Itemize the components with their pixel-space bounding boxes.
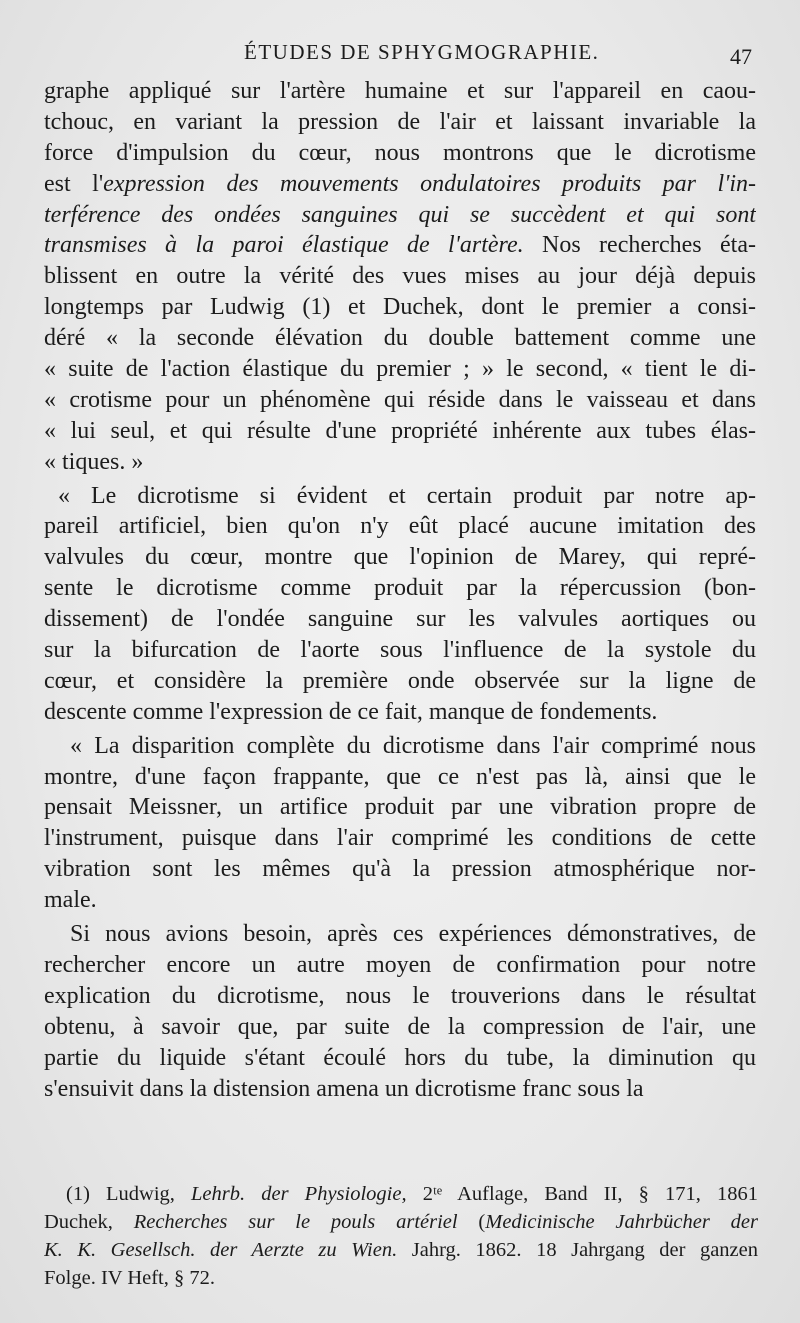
- page-header: [0, 34, 800, 70]
- text-run: blissent en outre la vérité des vues mises au jour déjà depuis: [44, 263, 756, 290]
- text-run: « tiques. »: [44, 448, 144, 475]
- text-line: [44, 762, 756, 793]
- text-line: [44, 823, 756, 854]
- text-run: montre, d'une façon frappante, que ce n'est pas là, ainsi que le: [44, 763, 756, 790]
- text-line: [44, 885, 756, 916]
- text-run: Folge. IV Heft, § 72.: [44, 1267, 216, 1289]
- text-line: [44, 323, 756, 354]
- text-run: « La disparition complète du dicrotisme dans l'air comprimé nous: [70, 732, 756, 759]
- text-run: sente le dicrotisme comme produit par la répercussion (bon-: [44, 575, 756, 602]
- text-run: obtenu, à savoir que, par suite de la compression de l'air, une: [44, 1013, 756, 1040]
- text-line: [44, 261, 756, 292]
- text-run: valvules du cœur, montre que l'opinion de Marey, qui repré-: [44, 544, 756, 571]
- text-run: vibration sont les mêmes qu'à la pression atmosphérique nor-: [44, 856, 756, 883]
- text-run: male.: [44, 887, 97, 914]
- text-line: [44, 635, 756, 666]
- text-line: [44, 200, 756, 231]
- footnotes: [44, 1180, 758, 1292]
- text-run: force d'impulsion du cœur, nous montrons que le dicrotisme: [44, 139, 756, 166]
- page-number: 47: [730, 44, 752, 69]
- text-run: dissement) de l'ondée sanguine sur les valvules aortiques ou: [44, 606, 756, 633]
- text-line: [44, 1012, 756, 1043]
- text-run: pensait Meissner, un artifice produit par une vibration propre de: [44, 794, 756, 821]
- footnote-line-first: [44, 1180, 758, 1208]
- text-run: pareil artificiel, bien qu'on n'y eût placé aucune imitation des: [44, 513, 756, 540]
- text-line: [44, 416, 756, 447]
- text-run: Jahrg. 1862. 18 Jahrgang der ganzen: [397, 1239, 758, 1261]
- text-run: partie du liquide s'étant écoulé hors du tube, la diminution qu: [44, 1044, 756, 1071]
- text-run: l'instrument, puisque dans l'air comprimé les conditions de cette: [44, 825, 756, 852]
- text-run: Si nous avions besoin, après ces expériences démonstratives, de: [70, 921, 756, 948]
- footnote-line: [44, 1264, 758, 1292]
- text-line: [44, 107, 756, 138]
- text-line: [44, 292, 756, 323]
- text-line: [44, 731, 756, 762]
- italic-text: transmises à la paroi élastique de l'artère.: [44, 232, 524, 259]
- text-run: sur la bifurcation de l'aorte sous l'influence de la systole du: [44, 637, 756, 664]
- text-line: [44, 950, 756, 981]
- text-line: [44, 981, 756, 1012]
- text-line: [44, 76, 756, 107]
- text-line: [44, 792, 756, 823]
- italic-text: Lehrb. der Physiologie,: [191, 1183, 407, 1205]
- text-run: explication du dicrotisme, nous le trouverions dans le résultat: [44, 982, 756, 1009]
- text-run: Duchek,: [44, 1211, 134, 1233]
- text-run: cœur, et considère la première onde observée sur la ligne de: [44, 667, 756, 694]
- text-run: « lui seul, et qui résulte d'une propriété inhérente aux tubes élas-: [44, 417, 756, 444]
- text-line: [44, 1043, 756, 1074]
- italic-text: expression des mouvements ondulatoires produits par l'in-: [103, 170, 756, 197]
- text-run: descente comme l'expression de ce fait, manque de fondements.: [44, 698, 658, 725]
- text-run: est l': [44, 170, 104, 197]
- body-text: [44, 76, 756, 1104]
- text-run: 2ᵗᵉ Auflage, Band II, § 171, 1861: [406, 1183, 758, 1205]
- text-run: (: [457, 1211, 486, 1233]
- running-head: ÉTUDES DE SPHYGMOGRAPHIE.: [244, 40, 600, 64]
- text-line: [44, 1074, 756, 1105]
- text-line: [44, 481, 756, 512]
- italic-text: Recherches sur le pouls artériel: [133, 1211, 458, 1233]
- text-run: Nos recherches éta-: [523, 232, 756, 259]
- italic-text: K. K. Gesellsch. der Aerzte zu Wien.: [44, 1239, 398, 1261]
- text-run: « crotisme pour un phénomène qui réside dans le vaisseau et dans: [44, 386, 756, 413]
- text-run: tchouc, en variant la pression de l'air et laissant invariable la: [44, 108, 756, 135]
- text-line: [44, 919, 756, 950]
- text-run: rechercher encore un autre moyen de confirmation pour notre: [44, 951, 756, 978]
- text-line: [44, 511, 756, 542]
- text-line: [44, 604, 756, 635]
- text-line: [44, 169, 756, 200]
- text-line: [44, 573, 756, 604]
- text-line: [44, 666, 756, 697]
- text-run: « suite de l'action élastique du premier ; » le second, « tient le di-: [44, 356, 756, 383]
- text-line: [44, 138, 756, 169]
- italic-text: terférence des ondées sanguines qui se succèdent et qui sont: [44, 201, 756, 228]
- text-run: longtemps par Ludwig (1) et Duchek, dont le premier a consi-: [44, 294, 756, 321]
- text-line: [44, 385, 756, 416]
- text-run: s'ensuivit dans la distension amena un dicrotisme franc sous la: [44, 1075, 644, 1102]
- text-line: [44, 697, 756, 728]
- footnote-line: [44, 1208, 758, 1236]
- text-line: [44, 354, 756, 385]
- italic-text: Medicinische Jahrbücher der: [485, 1211, 758, 1233]
- text-run: « Le dicrotisme si évident et certain produit par notre ap-: [58, 482, 756, 509]
- text-run: déré « la seconde élévation du double battement comme une: [44, 325, 756, 352]
- text-run: graphe appliqué sur l'artère humaine et sur l'appareil en caou-: [44, 78, 756, 104]
- text-line: [44, 230, 756, 261]
- text-line: [44, 542, 756, 573]
- footnote-line: [44, 1236, 758, 1264]
- text-line: [44, 447, 756, 478]
- text-run: (1) Ludwig,: [66, 1183, 192, 1205]
- text-line: [44, 854, 756, 885]
